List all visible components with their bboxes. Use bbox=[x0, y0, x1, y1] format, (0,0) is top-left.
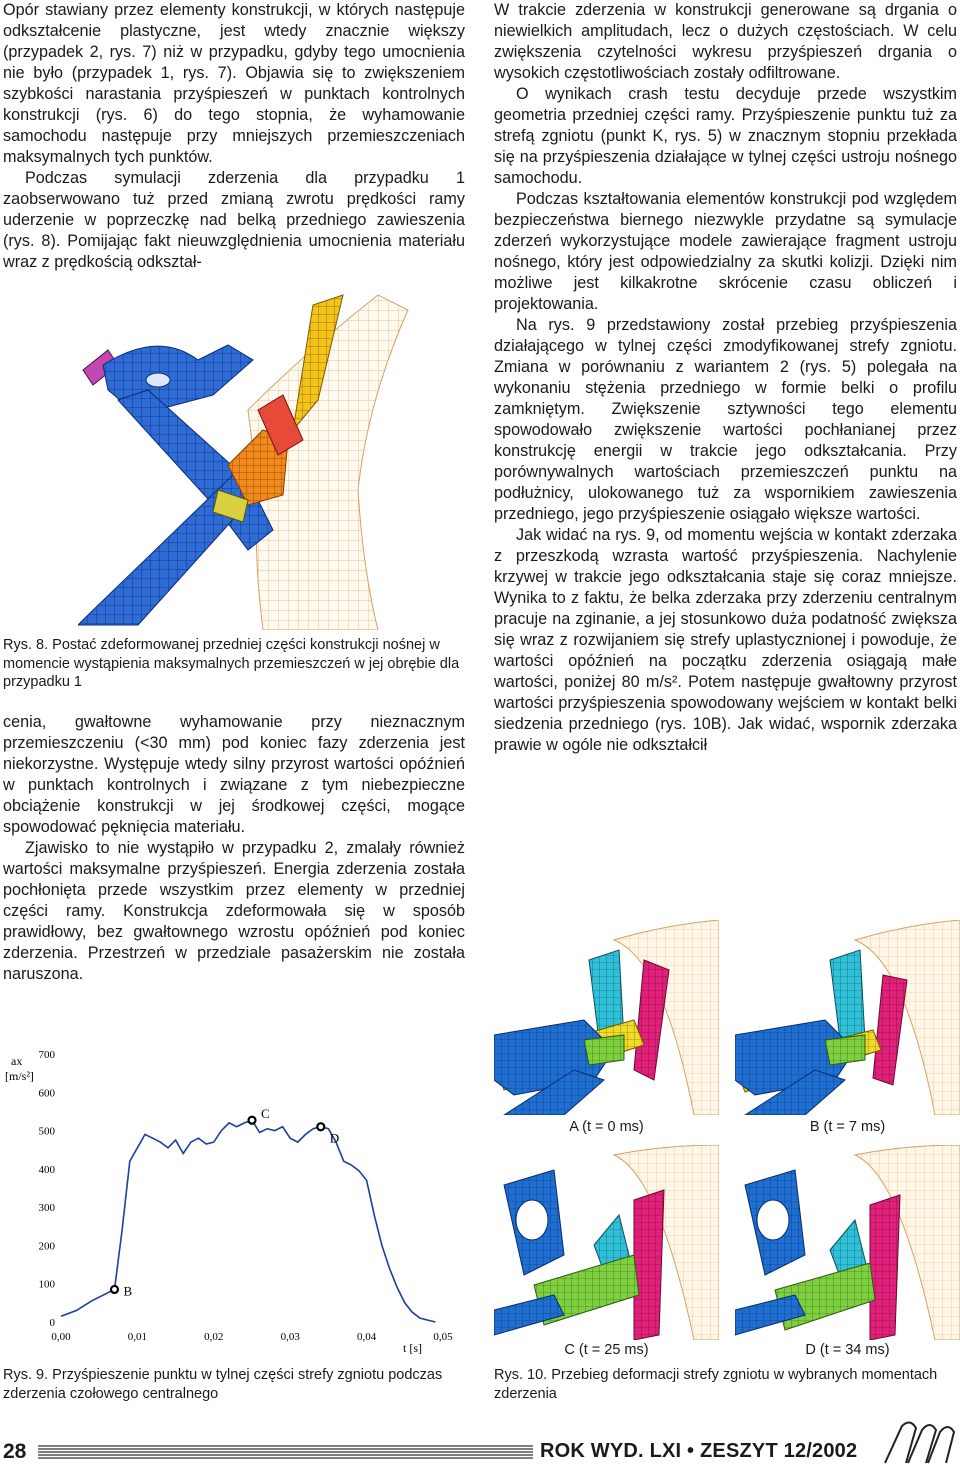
paragraph: Jak widać na rys. 9, od momentu wejścia w kontakt zderzaka z przeszkodą wzrasta wartość przyśpieszenia. Nachylenie krzywej w trakcie jego odkształcania staje się coraz mniejsze. Wynika to z faktu, że belka zderzaka przy zderzeniu centralnym pracuje na zginanie, a jej stosunkowo duża podatność zwiększa się wraz z rozwijaniem się strefy uplastycznionej i powoduje, że wartości opóźnień na początku zderzenia osiągają małe wartości, poniżej 80 m/s². Potem następuje gwałtowny przyrost wartości przyśpieszenia spowodowany wejściem w kontakt belki siedzenia przedniego (rys. 10B). Jak widać, wspornik zderzaka prawie w ogóle nie odkształcił bbox=[494, 526, 957, 754]
paragraph: Opór stawiany przez elementy konstrukcji, w których następuje odkształcenie plastyczne, jest wtedy znacznie większy (przypadek 2, rys. 7) niż w przypadku, gdyby tego umocnienia nie było (przypadek 1, rys. 7). Objawia się to zwiększeniem szybkości narastania przyśpieszeń w punktach kontrolnych konstrukcji (rys. 6) do tego stopnia, że wyhamowanie samochodu następuje przy mniejszych przemieszczeniach maksymalnych tych punktów. bbox=[3, 1, 465, 166]
paragraph: W trakcie zderzenia w konstrukcji generowane są drgania o niewielkich amplitudach, lecz o dużych częstościach. W celu zwiększenia czytelności wykresu przyśpieszeń drgania o wysokich częstotliwościach zostały odfiltrowane. bbox=[494, 1, 957, 82]
fig10-caption: Rys. 10. Przebieg deformacji strefy zgniotu w wybranych momentach zderzenia bbox=[494, 1367, 938, 1402]
paragraph: Podczas kształtowania elementów konstrukcji pod względem bezpieczeństwa biernego niezwykle przydatne są symulacje zderzeń wykorzystujące modele zawierające fragment ustroju nośnego, który jest odpowiedzialny za skutki kolizji. Dzięki nim możliwe jest kilkakrotne skrócenie czasu obliczeń i projektowania. bbox=[494, 190, 957, 313]
y-tick-label: 200 bbox=[38, 1240, 55, 1253]
annotation-label: C bbox=[261, 1106, 270, 1122]
fig10-caption-block bbox=[494, 1366, 957, 1403]
page-number: 28 bbox=[3, 1440, 27, 1463]
annotation-label: D bbox=[329, 1130, 340, 1146]
fig9-caption: Rys. 9. Przyśpieszenie punktu w tylnej części strefy zgniotu podczas zderzenia czołowego centralnego bbox=[3, 1367, 443, 1402]
left-column-top bbox=[3, 0, 465, 273]
fig10-panel-a-image bbox=[494, 920, 719, 1115]
annotation-point bbox=[249, 1117, 256, 1124]
x-tick-label: 0,02 bbox=[204, 1331, 224, 1343]
y-tick-label: 500 bbox=[38, 1125, 55, 1138]
x-axis-label: t [s] bbox=[403, 1341, 422, 1355]
footer-rule-left bbox=[38, 1444, 533, 1462]
y-tick-label: 0 bbox=[49, 1317, 55, 1329]
y-tick-label: 300 bbox=[38, 1202, 55, 1215]
annotation-point bbox=[317, 1123, 324, 1130]
fig10-label-c: C (t = 25 ms) bbox=[564, 1342, 649, 1358]
y-tick-label: 700 bbox=[38, 1049, 55, 1061]
annotation-label: B bbox=[123, 1283, 133, 1299]
annotation-point bbox=[111, 1286, 118, 1293]
x-tick-label: 0,04 bbox=[356, 1331, 377, 1343]
fig9-acceleration-chart bbox=[3, 1040, 465, 1358]
fig8-caption-block bbox=[3, 636, 465, 692]
y-tick-label: 100 bbox=[38, 1278, 55, 1291]
y-axis-label: ax bbox=[11, 1054, 23, 1068]
fig10-label-b: B (t = 7 ms) bbox=[809, 1119, 886, 1135]
fig10-panel-b-image bbox=[735, 920, 960, 1115]
fig8-caption: Rys. 8. Postać zdeformowanej przedniej części konstrukcji nośnej w momencie wystąpienia maksymalnych przemieszczeń w jej obrębie dla przypadku 1 bbox=[3, 637, 460, 690]
x-tick-labels bbox=[51, 1331, 453, 1343]
journal-logo bbox=[880, 1418, 958, 1466]
x-tick-label: 0,03 bbox=[280, 1331, 300, 1343]
y-tick-label: 600 bbox=[38, 1087, 55, 1100]
y-tick-labels bbox=[39, 1049, 56, 1329]
fig8-deformed-structure-image bbox=[78, 290, 468, 630]
paragraph: Zjawisko to nie wystąpiło w przypadku 2, zmalały również wartości maksymalne przyśpieszeń. Energia zderzenia została pochłonięta przede wszystkim przez elementy w przedniej części ramy. Konstrukcja zdeformowała się w sposób prawidłowy, bez gwałtownego wzrostu opóźnień pod koniec zderzenia. Przestrzeń w przedziale pasażerskim nie została naruszona. bbox=[3, 839, 465, 983]
fig9-caption-block bbox=[3, 1366, 465, 1403]
paragraph: Podczas symulacji zderzenia dla przypadku 1 zaobserwowano tuż przed zmianą zwrotu prędkości ramy uderzenie w poprzeczkę nad belką przedniego zawieszenia (rys. 8). Pomijając fakt nieuwzględnienia umocnienia materiału wraz z prędkością odkształ- bbox=[3, 169, 465, 271]
x-tick-label: 0,05 bbox=[433, 1331, 453, 1343]
fig10-label-a: A (t = 0 ms) bbox=[569, 1119, 644, 1135]
paragraph: cenia, gwałtowne wyhamowanie przy nieznacznym przemieszczeniu (<30 mm) pod koniec fazy zderzenia jest niekorzystne. Występuje wtedy silny przyrost wartości opóźnień w punktach kontrolnych i związane z tym niebezpieczne obciążenie konstrukcji w jej środkowej części, mogące spowodować pęknięcia materiału. bbox=[3, 713, 465, 836]
right-column bbox=[494, 0, 957, 756]
fig10-panel-c-image bbox=[494, 1145, 719, 1340]
fig10-panel-d-image bbox=[735, 1145, 960, 1340]
y-axis-unit: [m/s²] bbox=[5, 1069, 34, 1083]
fig10-label-d: D (t = 34 ms) bbox=[805, 1342, 890, 1358]
x-tick-label: 0,00 bbox=[51, 1331, 71, 1343]
y-axis-title bbox=[5, 1054, 34, 1083]
x-tick-label: 0,01 bbox=[127, 1331, 148, 1343]
paragraph: Na rys. 9 przedstawiony został przebieg przyśpieszenia działającego w tylnej części zmodyfikowanej strefy zgniotu. Zmiana w porównaniu z wariantem 2 (rys. 5) polegała na wykonaniu stężenia przedniego w formie belki o profilu zamkniętym. Zwiększenie sztywności tego elementu spowodowało zwiększenie wartości pochłanianej przez konstrukcję energii w trakcie jego odkształcania. Przy porównywalnych wartościach przemieszczeń punktu na podłużnicy, ulokowanego tuż za wspornikiem zawieszenia przedniego, jego przyśpieszenie osiągało większe wartości. bbox=[494, 316, 957, 523]
paragraph: O wynikach crash testu decyduje przede wszystkim geometria przedniej części ramy. Przyśpieszenie punktu tuż za strefą zgniotu (punkt K, rys. 5) w znacznym stopniu przekłada się na przyśpieszenia działające w tylnej części ustroju nośnego samochodu. bbox=[494, 85, 957, 187]
journal-title: ROK WYD. LXI • ZESZYT 12/2002 bbox=[540, 1440, 858, 1462]
y-tick-label: 400 bbox=[38, 1163, 55, 1176]
left-column-middle bbox=[3, 712, 465, 985]
